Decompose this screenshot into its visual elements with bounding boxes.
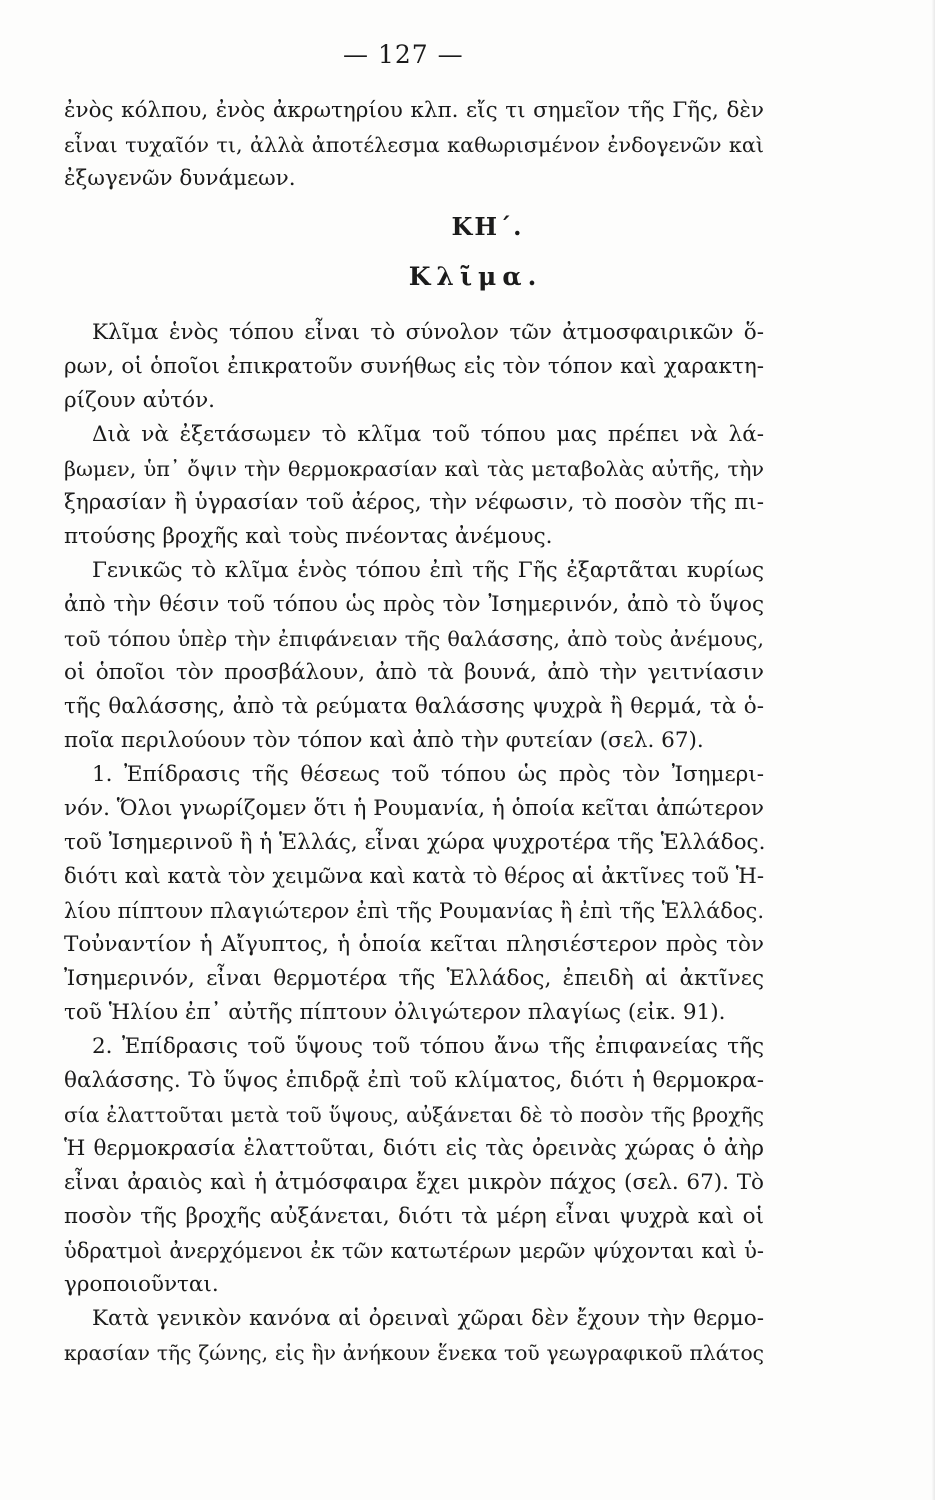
text-line: Τοὐναντίον ἡ Αἴγυπτος, ἡ ὁποία κεῖται πλησιέστερον πρὸς τὸν [64,932,764,957]
text-line: κρασίαν τῆς ζώνης, εἰς ἣν ἀνήκουν ἕνεκα τοῦ γεωγραφικοῦ πλάτος [64,1341,764,1365]
text-line: τοῦ Ἡλίου ἐπ᾿ αὐτῆς πίπτουν ὀλιγώτερον πλαγίως (εἰκ. 91). [64,1000,726,1025]
text-line: βωμεν, ὑπ᾿ ὄψιν τὴν θερμοκρασίαν καὶ τὰς μεταβολὰς αὐτῆς, τὴν [64,457,764,481]
text-line: Κατὰ γενικὸν κανόνα αἱ ὀρειναὶ χῶραι δὲν ἔχουν τὴν θερμο- [92,1306,764,1331]
text-line: εἶναι τυχαῖόν τι, ἀλλὰ ἀποτέλεσμα καθωρισμένον ἐνδογενῶν καὶ [64,133,764,157]
text-line: 1. Ἐπίδρασις τῆς θέσεως τοῦ τόπου ὡς πρὸς τὸν Ἰσημερι- [92,762,764,787]
text-line: Γενικῶς τὸ κλῖμα ἑνὸς τόπου ἐπὶ τῆς Γῆς ἐξαρτᾶται κυρίως [92,558,764,583]
text-line: τῆς θαλάσσης, ἀπὸ τὰ ρεύματα θαλάσσης ψυχρὰ ἢ θερμά, τὰ ὁ- [64,694,764,719]
text-line: Ἰσημερινόν, εἶναι θερμοτέρα τῆς Ἑλλάδος, ἐπειδὴ αἱ ἀκτῖνες [64,966,764,991]
text-line: Κλῖμα ἑνὸς τόπου εἶναι τὸ σύνολον τῶν ἀτμοσφαιρικῶν ὅ- [92,320,764,345]
text-line: οἱ ὁποῖοι τὸν προσβάλουν, ἀπὸ τὰ βουνά, ἀπὸ τὴν γειτνίασιν [64,660,764,685]
text-line: Ἡ θερμοκρασία ἐλαττοῦται, διότι εἰς τὰς ὀρεινὰς χώρας ὁ ἀὴρ [64,1136,764,1161]
page-number: — 127 — [343,40,464,69]
text-line: γροποιοῦνται. [64,1272,219,1297]
text-line: 2. Ἐπίδρασις τοῦ ὕψους τοῦ τόπου ἄνω τῆς ἐπιφανείας τῆς [92,1034,764,1059]
text-line: ἐξωγενῶν δυνάμεων. [64,166,296,191]
text-line: ὑδρατμοὶ ἀνερχόμενοι ἐκ τῶν κατωτέρων μερῶν ψύχονται καὶ ὑ- [64,1239,764,1263]
text-line: λίου πίπτουν πλαγιώτερον ἐπὶ τῆς Ρουμανίας ἢ ἐπὶ τῆς Ἑλλάδος. [64,899,764,923]
text-line: ποσὸν τῆς βροχῆς αὐξάνεται, διότι τὰ μέρη εἶναι ψυχρὰ καὶ οἱ [64,1204,764,1229]
chapter-number: ΚΗ΄. [451,212,524,241]
text-line: εἶναι ἀραιὸς καὶ ἡ ἀτμόσφαιρα ἔχει μικρὸν πάχος (σελ. 67). Τὸ [64,1170,764,1195]
text-line: νόν. Ὅλοι γνωρίζομεν ὅτι ἡ Ρουμανία, ἡ ὁποία κεῖται ἀπώτερον [64,796,764,821]
text-line: πτούσης βροχῆς καὶ τοὺς πνέοντας ἀνέμους. [64,524,553,549]
chapter-title: Κλῖμα. [408,262,543,291]
text-line: ρων, οἱ ὁποῖοι ἐπικρατοῦν συνήθως εἰς τὸν τόπον καὶ χαρακτη- [64,354,764,379]
text-line: ἀπὸ τὴν θέσιν τοῦ τόπου ὡς πρὸς τὸν Ἰσημερινόν, ἀπὸ τὸ ὕψος [64,592,764,617]
text-line: διότι καὶ κατὰ τὸν χειμῶνα καὶ κατὰ τὸ θέρος αἱ ἀκτῖνες τοῦ Ἡ- [64,864,765,889]
text-line: ποῖα περιλούουν τὸν τόπον καὶ ἀπὸ τὴν φυτείαν (σελ. 67). [64,728,704,753]
text-line: σία ἐλαττοῦται μετὰ τοῦ ὕψους, αὐξάνεται δὲ τὸ ποσὸν τῆς βροχῆς [64,1103,764,1127]
text-line: τοῦ Ἰσημερινοῦ ἢ ἡ Ἑλλάς, εἶναι χώρα ψυχροτέρα τῆς Ἑλλάδος. [64,830,766,855]
text-line: ξηρασίαν ἢ ὑγρασίαν τοῦ ἀέρος, τὴν νέφωσιν, τὸ ποσὸν τῆς πι- [64,490,764,515]
text-line: Διὰ νὰ ἐξετάσωμεν τὸ κλῖμα τοῦ τόπου μας πρέπει νὰ λά- [92,422,764,447]
text-line: ἐνὸς κόλπου, ἐνὸς ἀκρωτηρίου κλπ. εἴς τι σημεῖον τῆς Γῆς, δὲν [64,98,764,123]
text-line: τοῦ τόπου ὑπὲρ τὴν ἐπιφάνειαν τῆς θαλάσσης, ἀπὸ τοὺς ἀνέμους, [64,627,764,651]
text-line: θαλάσσης. Τὸ ὕψος ἐπιδρᾷ ἐπὶ τοῦ κλίματος, διότι ἡ θερμοκρα- [64,1068,764,1093]
text-line: ρίζουν αὐτόν. [64,388,215,413]
